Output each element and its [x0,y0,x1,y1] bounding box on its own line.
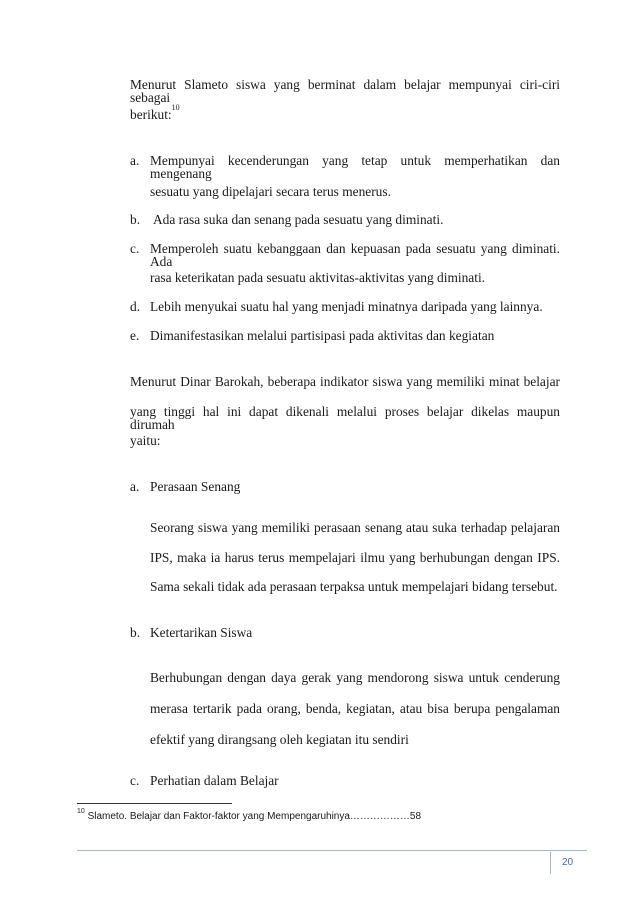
list-item-line: sesuatu yang dipelajari secara terus menerus. [150,184,391,199]
paragraph-line: yang tinggi hal ini dapat dikenali melalui proses belajar dikelas maupun dirumah [130,404,560,433]
paragraph-line: yaitu: [130,433,161,448]
paragraph-text: berikut: [130,107,172,122]
section-heading: Perasaan Senang [150,479,241,494]
list-marker: a. [130,153,140,168]
section-body-line: Berhubungan dengan daya gerak yang mendorong siswa untuk cenderung [150,670,560,685]
list-item-line: rasa keterikatan pada sesuatu aktivitas-aktivitas yang diminati. [150,270,486,285]
list-item-line: Mempunyai kecenderungan yang tetap untuk memperhatikan dan mengenang [150,153,560,182]
section-marker: a. [130,479,140,494]
paragraph-line: Menurut Slameto siswa yang berminat dalam belajar mempunyai ciri-ciri sebagai [130,77,560,106]
list-item-line: Lebih menyukai suatu hal yang menjadi minatnya daripada yang lainnya. [150,299,543,314]
section-heading: Perhatian dalam Belajar [150,773,279,788]
paragraph-line [130,103,180,122]
section-body-line: merasa tertarik pada orang, benda, kegiatan, atau bisa berupa pengalaman [150,701,560,716]
paragraph-line: Menurut Dinar Barokah, beberapa indikator siswa yang memiliki minat belajar [130,374,560,389]
section-heading: Ketertarikan Siswa [150,625,253,640]
footnote-ref: 10 [171,103,180,112]
footnote-number: 10 [77,808,85,815]
section-body-line: Seorang siswa yang memiliki perasaan senang atau suka terhadap pelajaran [150,520,560,535]
list-marker: c. [130,241,140,256]
footer-rule [77,850,587,851]
section-body-line: Sama sekali tidak ada perasaan terpaksa untuk mempelajari bidang tersebut. [150,579,558,594]
section-body-line: efektif yang dirangsang oleh kegiatan itu sendiri [150,732,409,747]
list-item-line: Ada rasa suka dan senang pada sesuatu yang diminati. [153,212,444,227]
footnote-text: Slameto. Belajar dan Faktor-faktor yang Mempengaruhinya………………58 [84,811,422,822]
section-body-line: IPS, maka ia harus terus mempelajari ilmu yang berhubungan dengan IPS. [150,550,560,565]
footnote [77,808,422,822]
section-marker: c. [130,773,140,788]
list-marker: b. [130,212,141,227]
footnote-separator [77,803,232,804]
list-marker: d. [130,299,141,314]
list-item-line: Dimanifestasikan melalui partisipasi pada aktivitas dan kegiatan [150,328,495,343]
section-marker: b. [130,625,141,640]
list-marker: e. [130,328,140,343]
list-item-line: Memperoleh suatu kebanggaan dan kepuasan pada sesuatu yang diminati. Ada [150,241,560,270]
page-number: 20 [562,857,574,868]
